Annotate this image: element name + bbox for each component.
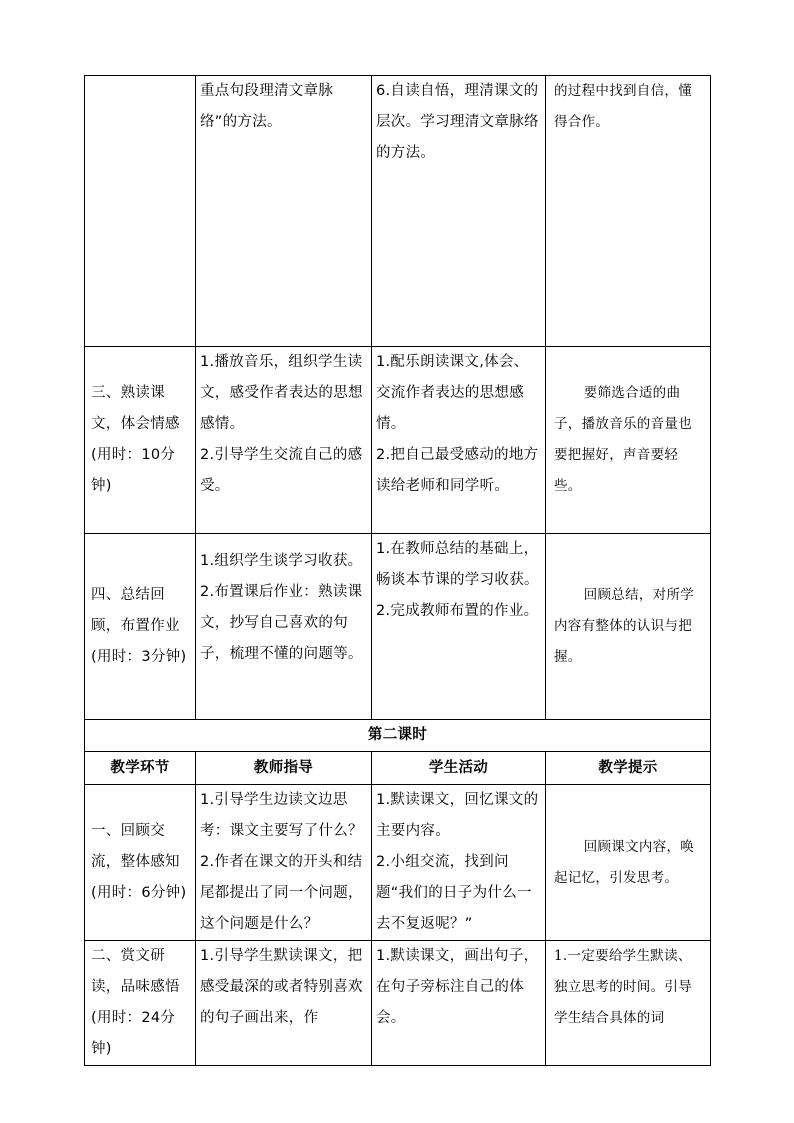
hint-cell — [546, 785, 711, 941]
stage-cell — [85, 534, 196, 720]
hint-text: 要筛选合适的曲子，播放音乐的音量也要把握好，声音要轻些。 — [554, 385, 692, 494]
teacher-cell — [196, 534, 372, 720]
table-row — [85, 534, 711, 720]
teacher-cell — [196, 76, 372, 347]
table-row — [85, 941, 711, 1066]
teacher-cell — [196, 347, 372, 534]
student-cell — [372, 76, 546, 347]
hint-text: 回顾课文内容，唤起记忆，引发思考。 — [554, 838, 695, 886]
hint-cell — [546, 534, 711, 720]
stage-cell — [85, 347, 196, 534]
student-text: 1.配乐朗读课文,体会、交流作者表达的思想感情。 — [376, 354, 529, 432]
student-cell — [372, 941, 546, 1066]
teacher-text: 2.布置课后作业：熟读课文，抄写自己喜欢的句子，梳理不懂的问题等。 — [200, 584, 363, 662]
stage-text: 二、赏文研读，品味感悟(用时：24分钟) — [91, 948, 180, 1057]
teacher-text: 1.播放音乐，组织学生读文，感受作者表达的思想感情。 — [200, 354, 363, 432]
student-text: 1.在教师总结的基础上，畅谈本节课的学习收获。 — [376, 541, 539, 588]
student-text: 6.自读自悟，理清课文的层次。学习理清文章脉络的方法。 — [376, 83, 539, 161]
lesson-plan-table — [84, 75, 711, 1066]
header-hint: 教学提示 — [546, 752, 711, 785]
stage-text: 四、总结回顾，布置作业(用时：3分钟) — [91, 587, 187, 665]
hint-cell — [546, 941, 711, 1066]
student-text: 2.完成教师布置的作业。 — [376, 603, 539, 619]
teacher-text: 重点句段理清文章脉络”的方法。 — [200, 83, 334, 130]
stage-cell — [85, 785, 196, 941]
student-cell — [372, 785, 546, 941]
teacher-cell — [196, 785, 372, 941]
hint-text: 1.一定要给学生默读、独立思考的时间。引导学生结合具体的词 — [554, 948, 692, 1026]
teacher-text: 2.引导学生交流自己的感受。 — [200, 447, 363, 494]
student-cell — [372, 534, 546, 720]
hint-text: 回顾总结，对所学内容有整体的认识与把握。 — [554, 587, 695, 665]
stage-cell — [85, 76, 196, 347]
stage-text: 三、熟读课文，体会情感(用时：10分钟) — [91, 385, 180, 494]
table-row — [85, 347, 711, 534]
student-text: 1.默读课文，画出句子，在句子旁标注自己的体会。 — [376, 948, 539, 1026]
teacher-cell — [196, 941, 372, 1066]
section-title-row — [85, 720, 711, 752]
student-cell — [372, 347, 546, 534]
hint-cell — [546, 347, 711, 534]
header-teacher: 教师指导 — [196, 752, 372, 785]
stage-text: 一、回顾交流，整体感知(用时：6分钟) — [91, 823, 187, 901]
table-row — [85, 76, 711, 347]
teacher-text: 1.引导学生边读文边思考：课文主要写了什么？ — [200, 792, 363, 839]
section-title: 第二课时 — [85, 720, 711, 752]
student-text: 1.默读课文，回忆课文的主要内容。 — [376, 792, 539, 839]
teacher-text: 1.引导学生默读课文，把感受最深的或者特别喜欢的句子画出来，作 — [200, 948, 363, 1026]
header-student: 学生活动 — [372, 752, 546, 785]
student-text: 2.小组交流，找到问题“我们的日子为什么一去不复返呢？” — [376, 854, 532, 932]
header-stage: 教学环节 — [85, 752, 196, 785]
header-row — [85, 752, 711, 785]
student-text: 2.把自己最受感动的地方读给老师和同学听。 — [376, 447, 539, 494]
hint-text: 的过程中找到自信，懂得合作。 — [554, 83, 692, 130]
teacher-text: 2.作者在课文的开头和结尾都提出了同一个问题，这个问题是什么？ — [200, 854, 363, 932]
table-row — [85, 785, 711, 941]
stage-cell — [85, 941, 196, 1066]
teacher-text: 1.组织学生谈学习收获。 — [200, 553, 363, 569]
hint-cell — [546, 76, 711, 347]
